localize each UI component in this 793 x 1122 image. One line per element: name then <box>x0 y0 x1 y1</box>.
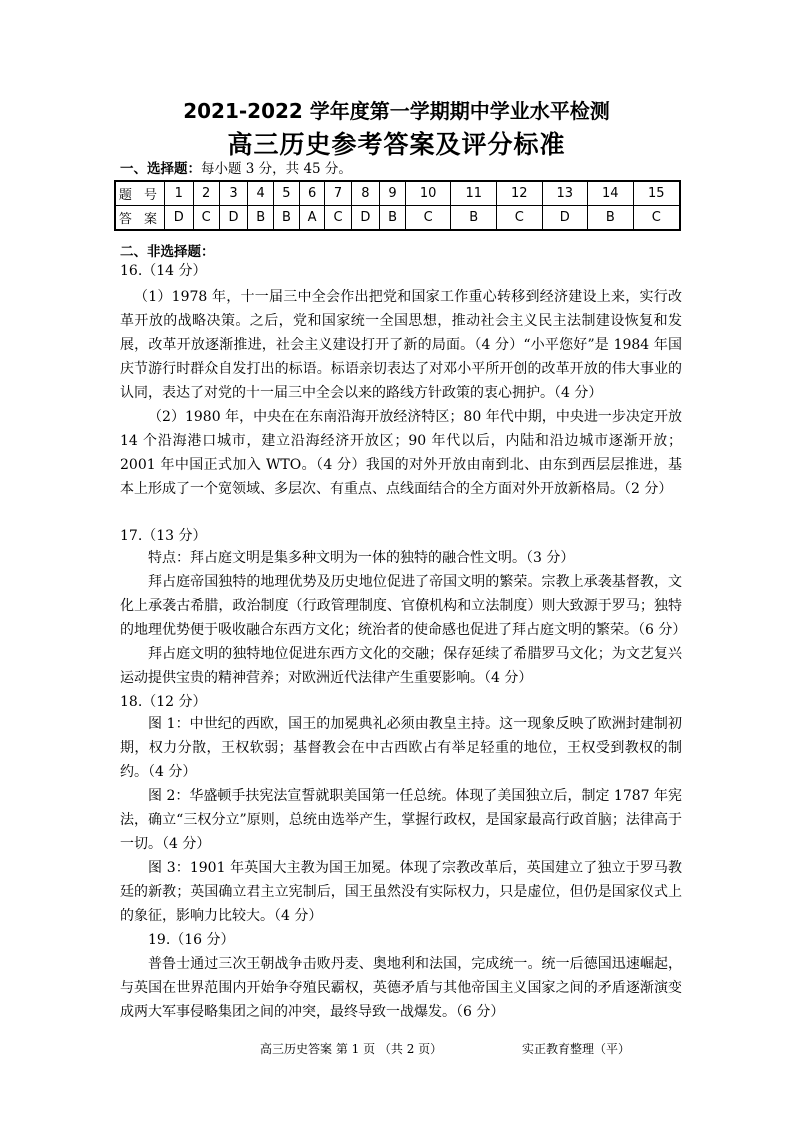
q-answer: C <box>193 206 219 231</box>
question-18-header: 18.（12 分） <box>120 694 207 710</box>
q-answer: C <box>325 206 351 231</box>
q-number: 15 <box>633 181 680 206</box>
q-number: 5 <box>274 181 300 206</box>
q-number: 13 <box>542 181 588 206</box>
q-number: 9 <box>380 181 406 206</box>
question-18-figure-3: 图 3：1901 年英国大主教为国王加冕。体现了宗教改革后，英国建立了独立于罗马教廷的新教；英国确立君主立宪制后，国王虽然没有实际权力，只是虚位，但仍是国家仪式上的象征，影响力比较大。（4 分） <box>120 860 682 924</box>
section-2-label: 二、非选择题： <box>120 244 215 260</box>
q-number: 14 <box>588 181 634 206</box>
q-number: 7 <box>325 181 351 206</box>
q-answer: D <box>219 206 248 231</box>
q-number: 3 <box>219 181 248 206</box>
q-answer: B <box>274 206 300 231</box>
q-answer: C <box>405 206 451 231</box>
q-answer: C <box>633 206 680 231</box>
question-16-header: 16.（14 分） <box>120 263 207 279</box>
q-number: 4 <box>248 181 274 206</box>
answer-table-number-row <box>115 181 680 206</box>
row-label-number: 题 号 <box>115 181 165 206</box>
row-label-answer: 答 案 <box>115 206 165 231</box>
q-number: 1 <box>165 181 194 206</box>
document-subtitle: 高三历史参考答案及评分标准 <box>227 130 566 159</box>
question-19-paragraph: 普鲁士通过三次王朝战争击败丹麦、奥地利和法国，完成统一。统一后德国迅速崛起，与英国在世界范围内开始争夺殖民霸权，英德矛盾与其他帝国主义国家之间的矛盾逐渐演变成两大军事侵略集团之间的冲突，最终导致一战爆发。（6 分） <box>120 956 682 1020</box>
question-17-header: 17.（13 分） <box>120 528 207 544</box>
answer-table <box>114 180 681 231</box>
section-1-heading <box>120 160 352 178</box>
q-answer: D <box>165 206 194 231</box>
q-answer: A <box>299 206 325 231</box>
question-17-paragraph: 拜占庭文明的独特地位促进东西方文化的交融；保存延续了希腊罗马文化；为文艺复兴运动提供宝贵的精神营养；对欧洲近代法律产生重要影响。（4 分） <box>120 646 682 686</box>
question-17-paragraph: 特点：拜占庭文明是集多种文明为一体的独特的融合性文明。（3 分） <box>148 550 575 566</box>
q-number: 11 <box>451 181 497 206</box>
question-16-part-2: （2）1980 年，中央在在东南沿海开放经济特区；80 年代中期，中央进一步决定开放 14 个沿海港口城市，建立沿海经济开放区；90 年代以后，内陆和沿边城市逐渐开放；2001 年中国正式加入 WTO。（4 分）我国的对外开放由南到北、由东到西层层推进，基本上形成了一个宽领域、多层次、有重点、点线面结合的全方面对外开放新格局。（2 分） <box>120 409 682 497</box>
document-title: 2021-2022 学年度第一学期期中学业水平检测 <box>183 99 610 123</box>
question-18-figure-2: 图 2：华盛顿手扶宪法宣誓就职美国第一任总统。体现了美国独立后，制定 1787 年宪法，确立“三权分立”原则，总统由选举产生，掌握行政权，是国家最高行政首脑；法律高于一切。（4 分） <box>120 788 682 852</box>
q-answer: D <box>542 206 588 231</box>
q-answer: D <box>351 206 380 231</box>
footer-page-info: 高三历史答案 第 1 页 （共 2 页） <box>260 1042 443 1056</box>
question-17-paragraph: 拜占庭帝国独特的地理优势及历史地位促进了帝国文明的繁荣。宗教上承袭基督教，文化上承袭古希腊，政治制度（行政管理制度、官僚机构和立法制度）则大致源于罗马；独特的地理优势便于吸收融合东西方文化；统治者的使命感也促进了拜占庭文明的繁荣。（6 分） <box>120 574 687 638</box>
q-answer: C <box>496 206 542 231</box>
section-1-note: 每小题 3 分，共 45 分。 <box>201 161 352 177</box>
question-16-part-1: （1）1978 年，十一届三中全会作出把党和国家工作重心转移到经济建设上来，实行改革开放的战略决策。之后，党和国家统一全国思想，推动社会主义民主法制建设恢复和发展，改革开放逐渐推进，社会主义建设打开了新的局面。（4 分）“小平您好”是 1984 年国庆节游行时群众自发打出的标语。标语亲切表达了对邓小平所开创的改革开放的伟大事业的认同，表达了对党的十一届三中全会以来的路线方针政策的衷心拥护。（4 分） <box>120 289 682 401</box>
q-number: 12 <box>496 181 542 206</box>
q-number: 2 <box>193 181 219 206</box>
q-answer: B <box>380 206 406 231</box>
footer-publisher: 实正教育整理（平） <box>522 1042 631 1056</box>
section-1-label: 一、选择题： <box>120 161 201 177</box>
q-number: 10 <box>405 181 451 206</box>
q-answer: B <box>588 206 634 231</box>
section-2-heading <box>120 243 215 261</box>
question-19-header: 19.（16 分） <box>148 932 235 948</box>
question-18-figure-1: 图 1：中世纪的西欧，国王的加冕典礼必须由教皇主持。这一现象反映了欧洲封建制初期，权力分散，王权软弱；基督教会在中古西欧占有举足轻重的地位，王权受到教权的制约。（4 分） <box>120 716 682 780</box>
q-number: 6 <box>299 181 325 206</box>
q-answer: B <box>248 206 274 231</box>
answer-table-answer-row <box>115 206 680 231</box>
q-answer: B <box>451 206 497 231</box>
q-number: 8 <box>351 181 380 206</box>
